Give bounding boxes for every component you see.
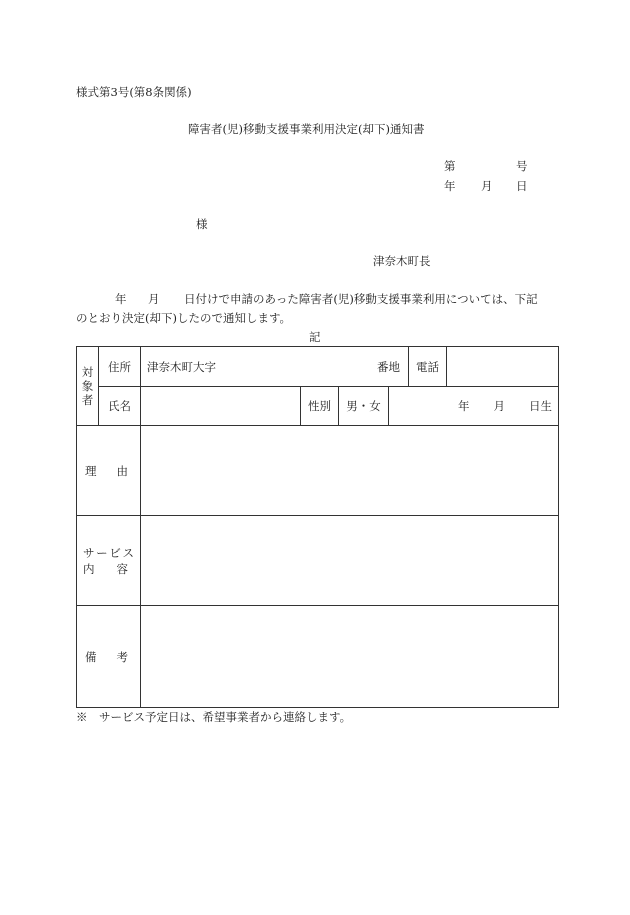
remarks-cell[interactable]	[141, 606, 559, 708]
service-char-1: サ	[83, 545, 95, 560]
doc-number-dai: 第	[444, 159, 456, 173]
service-label-cell	[77, 516, 141, 606]
service-cell[interactable]	[141, 516, 559, 606]
service-char-3: ビ	[109, 545, 121, 560]
reason-label-a: 理	[85, 463, 97, 478]
subject-label: 対象者	[81, 365, 94, 407]
body-nen: 年	[115, 292, 127, 306]
name-label: 氏名	[99, 387, 141, 426]
body-line1-text: 日付けで申請のあった障害者(児)移動支援事業利用については、下記	[184, 292, 538, 306]
recipient-honorific: 様	[196, 217, 208, 231]
service-char-2: ー	[96, 545, 108, 560]
address-cell[interactable]	[141, 347, 409, 387]
banchi-label: 番地	[377, 359, 400, 374]
date-nen: 年	[444, 179, 456, 193]
sex-label: 性別	[301, 387, 339, 426]
document-title: 障害者(児)移動支援事業利用決定(却下)通知書	[188, 122, 425, 136]
reason-label-cell	[77, 426, 141, 516]
service-char-6: 容	[116, 561, 128, 576]
reason-cell[interactable]	[141, 426, 559, 516]
dob-hisei: 日生	[529, 399, 552, 413]
service-char-4: ス	[122, 545, 134, 560]
dob-tsuki: 月	[493, 399, 505, 413]
subject-cell	[77, 347, 99, 426]
dob-cell[interactable]	[389, 387, 559, 426]
remarks-label-b: 考	[116, 649, 128, 664]
service-char-5: 内	[83, 561, 95, 576]
phone-cell[interactable]	[447, 347, 559, 387]
date-tsuki: 月	[481, 179, 493, 193]
remarks-label-a: 備	[85, 649, 97, 664]
address-value: 津奈木町大字	[147, 359, 216, 374]
doc-number-gou: 号	[516, 159, 528, 173]
notice-form-table	[76, 346, 559, 708]
footnote: ※ サービス予定日は、希望事業者から連絡します。	[76, 710, 352, 724]
form-number: 様式第3号(第8条関係)	[76, 85, 192, 99]
remarks-label-cell	[77, 606, 141, 708]
date-hi: 日	[516, 179, 528, 193]
ki-heading: 記	[309, 330, 321, 344]
address-label: 住所	[99, 347, 141, 387]
sex-value[interactable]: 男・女	[339, 387, 389, 426]
phone-label: 電話	[409, 347, 447, 387]
reason-label-b: 由	[116, 463, 128, 478]
issuer-name: 津奈木町長	[373, 254, 431, 268]
body-tsuki: 月	[148, 292, 160, 306]
dob-nen: 年	[458, 399, 470, 413]
body-line2-text: のとおり決定(却下)したので通知します。	[76, 311, 292, 325]
name-cell[interactable]	[141, 387, 301, 426]
